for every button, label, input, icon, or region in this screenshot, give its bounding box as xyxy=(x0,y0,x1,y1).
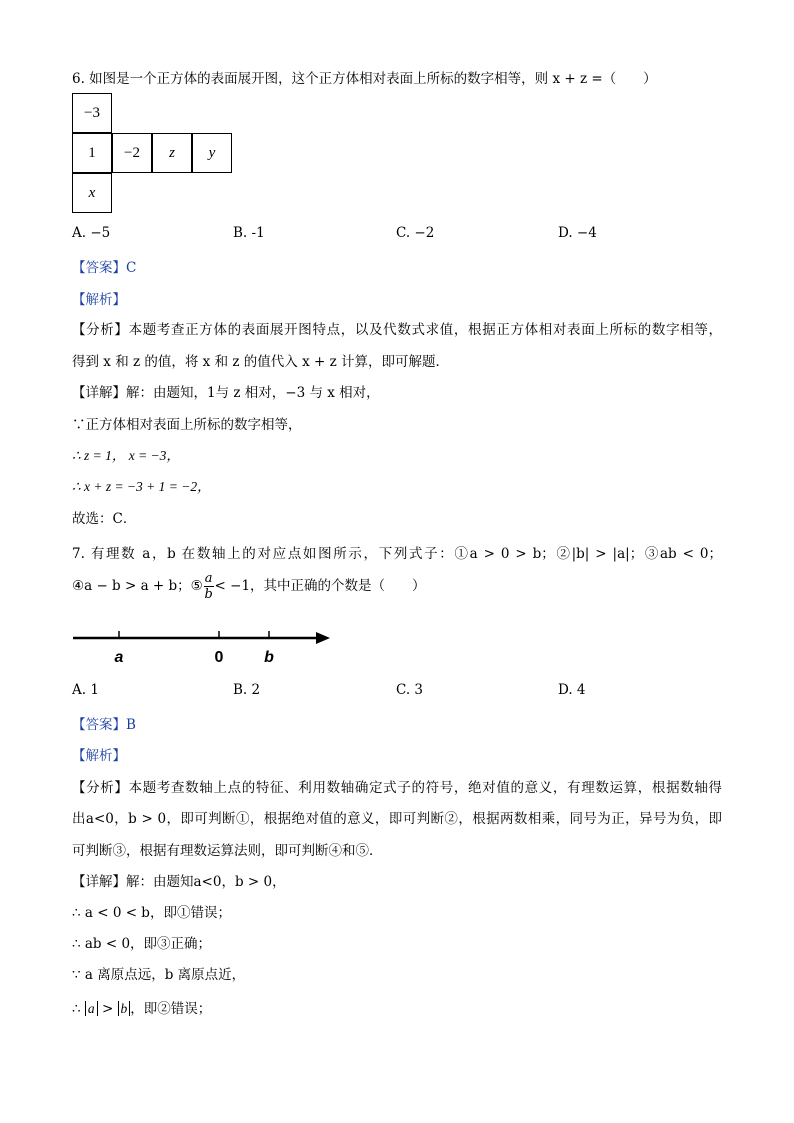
fraction-denominator: b xyxy=(204,587,213,602)
label-a: a xyxy=(114,649,124,666)
q7-xiangjie: 【详解】解：由题知a<0，b > 0， xyxy=(72,874,286,890)
q7-step-2: ∴ ab < 0，即③正确； xyxy=(72,936,212,952)
q6-step-1: ∵正方体相对表面上所标的数字相等， xyxy=(72,417,302,433)
q7-step-4-tail: ，即②错误； xyxy=(130,1001,212,1017)
therefore-symbol: ∴ xyxy=(72,1001,81,1017)
q6-step-3: ∴ x + z = −3 + 1 = −2， xyxy=(72,479,211,494)
q7-option-d: D. 4 xyxy=(558,682,586,698)
net-cell-2: −2 xyxy=(112,133,152,173)
q6-analysis-heading: 【解析】 xyxy=(72,292,126,308)
abs-a: a xyxy=(85,1001,98,1016)
q7-step-4 xyxy=(72,997,211,1017)
q7-fenxi-line-3: 可判断③，根据有理数运算法则，即可判断④和⑤． xyxy=(72,843,383,859)
q6-stem: 6. 如图是一个正方体的表面展开图，这个正方体相对表面上所标的数字相等，则 x + z =（ ） xyxy=(72,71,657,87)
q7-analysis-heading: 【解析】 xyxy=(72,748,126,764)
q7-step-3: ∵ a 离原点远，b 离原点近， xyxy=(72,967,246,983)
abs-b: b xyxy=(118,1001,131,1016)
q6-answer: 【答案】C xyxy=(72,260,137,276)
q6-option-d: D. −4 xyxy=(558,225,597,241)
q6-step-2: ∴ z = 1， x = −3， xyxy=(72,448,180,463)
q7-stem-line-1: 7. 有理数 a，b 在数轴上的对应点如图所示，下列式子：①a > 0 > b；②|b| > |a|；③ab < 0； xyxy=(72,546,722,562)
q7-option-c: C. 3 xyxy=(396,682,424,698)
q6-option-b: B. -1 xyxy=(233,225,265,241)
fraction-numerator: a xyxy=(204,571,213,586)
net-cell-z: z xyxy=(152,133,192,173)
net-cell-x: x xyxy=(72,173,112,213)
q7-fenxi-line-2: 出a<0，b > 0，即可判断①，根据绝对值的意义，即可判断②，根据两数相乘，同号为正，异号为负，即 xyxy=(72,811,722,827)
net-cell-1: 1 xyxy=(72,133,112,173)
q7-fenxi-line-1: 【分析】本题考查数轴上点的特征、利用数轴确定式子的符号，绝对值的意义，有理数运算，根据数轴得 xyxy=(72,780,722,796)
q6-fenxi-line-2: 得到 x 和 z 的值，将 x 和 z 的值代入 x + z 计算，即可解题． xyxy=(72,354,449,370)
q7-answer: 【答案】B xyxy=(72,717,136,733)
q6-xiangjie: 【详解】解：由题知，1与 z 相对，−3 与 x 相对， xyxy=(72,385,380,401)
q6-option-c: C. −2 xyxy=(396,225,435,241)
label-b: b xyxy=(264,649,274,666)
axis-arrow-icon xyxy=(316,632,330,644)
net-cell-y: y xyxy=(192,133,232,173)
fraction-a-over-b xyxy=(204,572,214,601)
q7-stem-part-1: ④a − b > a + b；⑤ xyxy=(72,578,203,594)
label-zero: 0 xyxy=(214,649,224,666)
q7-option-b: B. 2 xyxy=(233,682,261,698)
number-line-figure xyxy=(70,626,340,670)
greater-than: > xyxy=(101,1001,114,1017)
q7-stem-line-2 xyxy=(72,572,426,601)
q7-stem-part-2: < −1，其中正确的个数是（ ） xyxy=(214,578,426,594)
q6-option-a: A. −5 xyxy=(72,225,111,241)
net-cell-top: −3 xyxy=(72,93,112,133)
q6-conclusion: 故选：C． xyxy=(72,511,137,527)
q7-step-1: ∴ a < 0 < b，即①错误； xyxy=(72,905,231,921)
q7-option-a: A. 1 xyxy=(72,682,99,698)
q6-fenxi-line-1: 【分析】本题考查正方体的表面展开图特点，以及代数式求值，根据正方体相对表面上所标的数字相等， xyxy=(72,322,722,338)
